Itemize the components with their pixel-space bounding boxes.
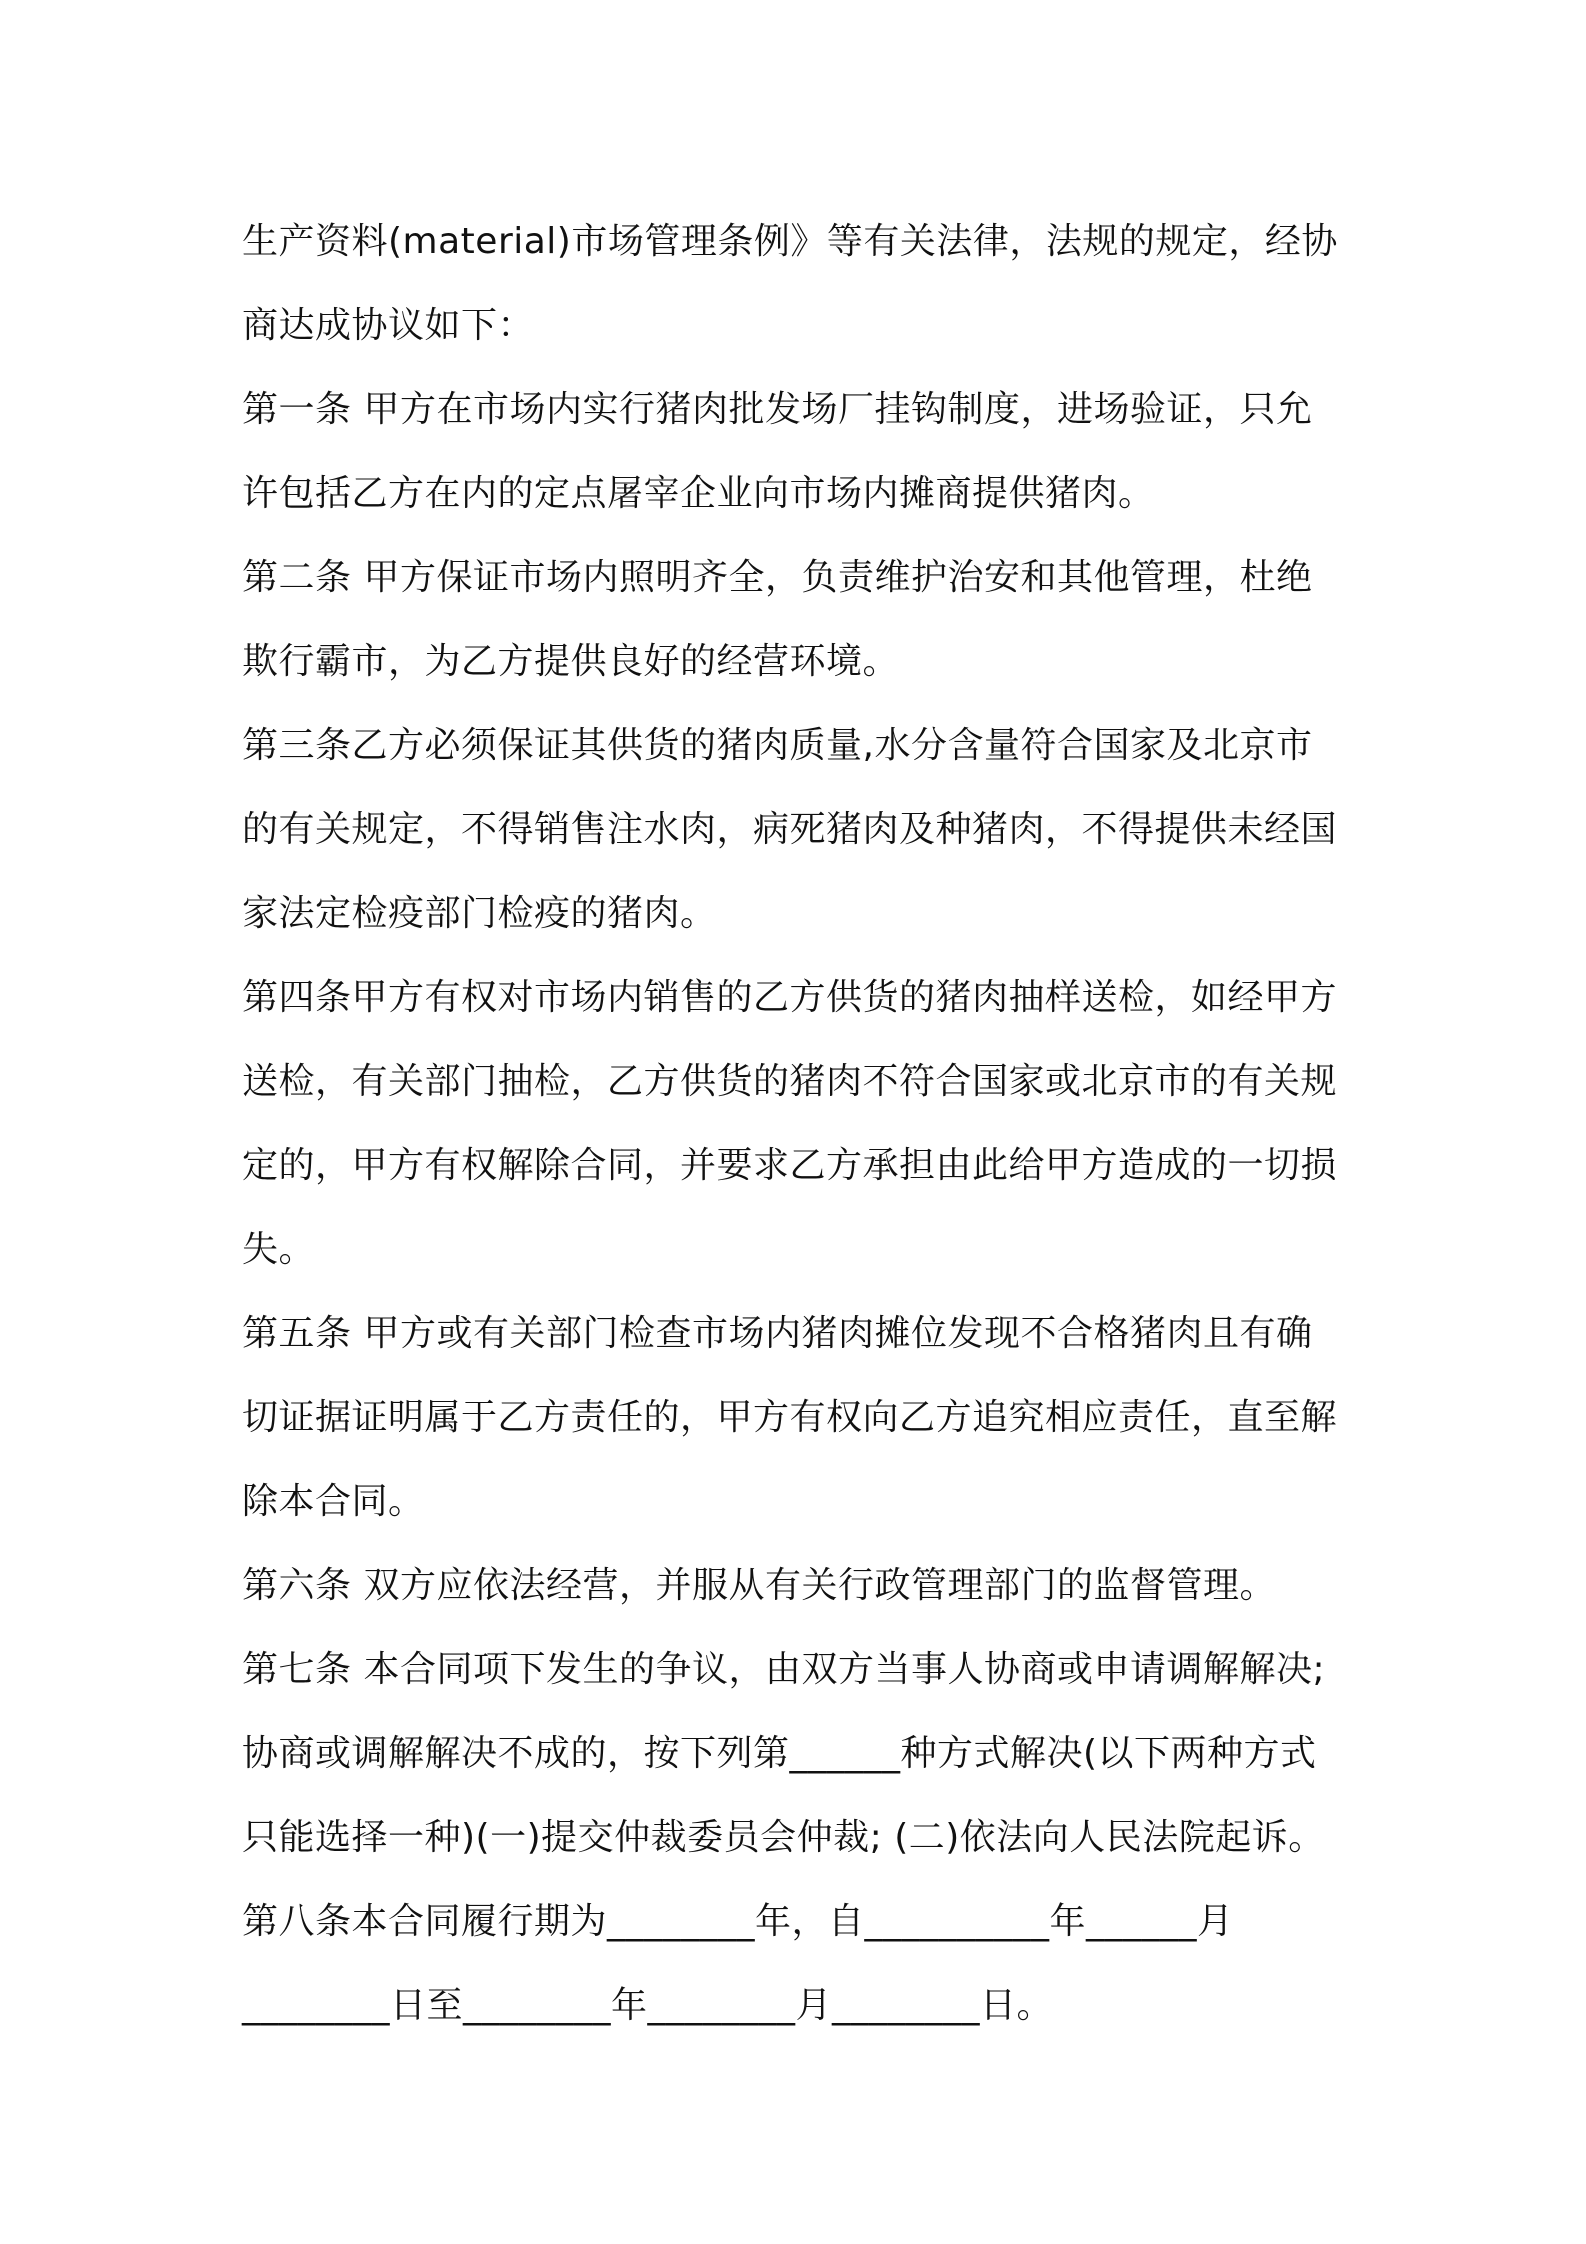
article-4-line: 第四条甲方有权对市场内销售的乙方供货的猪肉抽样送检，如经甲方 xyxy=(242,977,1338,1018)
text-line: 欺行霸市，为乙方提供良好的经营环境。 xyxy=(242,641,900,682)
text-line: 协商或调解解决不成的，按下列第______种方式解决(以下两种方式 xyxy=(242,1733,1317,1774)
article-2-line: 第二条 甲方保证市场内照明齐全，负责维护治安和其他管理，杜绝 xyxy=(242,557,1313,598)
text-line: 只能选择一种)(一)提交仲裁委员会仲裁; (二)依法向人民法院起诉。 xyxy=(242,1817,1325,1858)
text-line: 家法定检疫部门检疫的猪肉。 xyxy=(242,893,717,934)
article-3-line: 第三条乙方必须保证其供货的猪肉质量,水分含量符合国家及北京市 xyxy=(242,725,1313,766)
article-5-line: 第五条 甲方或有关部门检查市场内猪肉摊位发现不合格猪肉且有确 xyxy=(242,1313,1313,1354)
text-line: 商达成协议如下： xyxy=(242,305,535,346)
text-line: ________日至________年________月________日。 xyxy=(242,1985,1054,2026)
article-6-line: 第六条 双方应依法经营，并服从有关行政管理部门的监督管理。 xyxy=(242,1565,1276,1606)
article-1-line: 第一条 甲方在市场内实行猪肉批发场厂挂钩制度，进场验证，只允 xyxy=(242,389,1313,430)
text-line: 许包括乙方在内的定点屠宰企业向市场内摊商提供猪肉。 xyxy=(242,473,1155,514)
text-line: 的有关规定，不得销售注水肉，病死猪肉及种猪肉，不得提供未经国 xyxy=(242,809,1338,850)
text-line: 定的，甲方有权解除合同，并要求乙方承担由此给甲方造成的一切损 xyxy=(242,1145,1338,1186)
text-line: 送检，有关部门抽检，乙方供货的猪肉不符合国家或北京市的有关规 xyxy=(242,1061,1338,1102)
text-line: 除本合同。 xyxy=(242,1481,425,1522)
text-line: 生产资料(material)市场管理条例》等有关法律，法规的规定，经协 xyxy=(242,221,1338,262)
article-8-line: 第八条本合同履行期为________年，自__________年______月 xyxy=(242,1901,1234,1942)
article-7-line: 第七条 本合同项下发生的争议，由双方当事人协商或申请调解解决; xyxy=(242,1649,1326,1690)
text-line: 失。 xyxy=(242,1229,316,1270)
document-body xyxy=(242,200,1362,2048)
text-line: 切证据证明属于乙方责任的，甲方有权向乙方追究相应责任，直至解 xyxy=(242,1397,1338,1438)
